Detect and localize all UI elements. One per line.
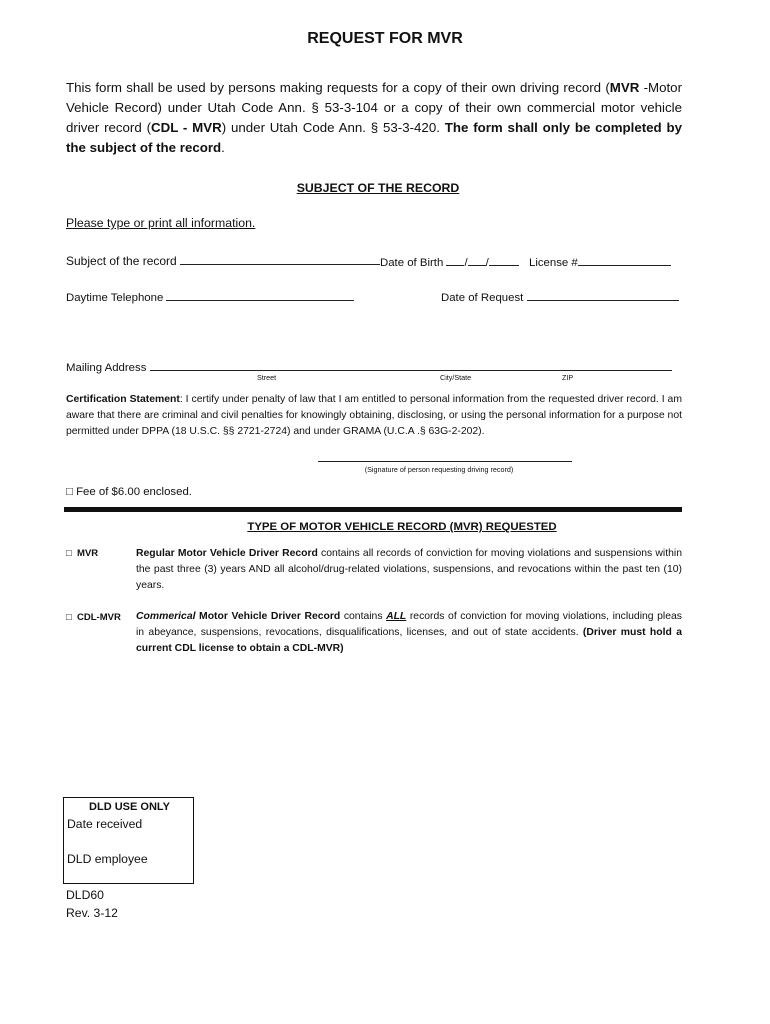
certification-statement	[66, 392, 682, 440]
intro-cdl-bold: CDL - MVR	[151, 120, 222, 135]
intro-paragraph	[66, 78, 682, 158]
dob-month-field[interactable]	[446, 254, 464, 266]
intro-mvr-bold: MVR	[609, 80, 640, 95]
fee-text: Fee of $6.00 enclosed.	[76, 486, 192, 498]
cdl-description	[136, 609, 682, 657]
subject-row	[66, 253, 380, 268]
section-divider	[64, 507, 682, 512]
license-row	[529, 254, 671, 269]
subject-field[interactable]	[180, 253, 380, 265]
intro-period: .	[221, 140, 225, 155]
cdl-all: ALL	[386, 611, 407, 622]
cdl-bold: Motor Vehicle Driver Record	[195, 611, 341, 622]
certification-label: Certification Statement	[66, 394, 180, 405]
dld-employee-label: DLD employee	[67, 852, 148, 866]
cdl-label: CDL-MVR	[77, 612, 121, 623]
certification-text: : I certify under penalty of law that I am entitled to personal information from the requested driver record. I am aware that there are criminal and civil penalties for knowingly obtaining, disclosing, or using the personal information for a purpose not permitted under DPPA (18 U.S.C. §§ 2721-2724) and under GRAMA (U.C.A .§ 63G-2-202).	[66, 394, 682, 437]
request-date-row	[441, 289, 679, 304]
address-label: Mailing Address	[66, 362, 147, 374]
mvr-option[interactable]	[66, 548, 98, 559]
mvr-label: MVR	[77, 548, 99, 559]
subject-label: Subject of the record	[66, 254, 177, 268]
cdl-text: records of conviction for moving violations, including pleas in abeyance, suspensions, revocations, disqualifications, licenses, and out of state accidents.	[136, 611, 682, 638]
phone-label: Daytime Telephone	[66, 292, 164, 304]
city-state-caption: City/State	[440, 373, 472, 382]
intro-text-1: This form shall be used by persons making requests for a copy of their own driving record (	[66, 80, 610, 95]
signature-caption: (Signature of person requesting driving record)	[364, 465, 514, 474]
intro-bold-end: The form shall only be completed by the subject of the record	[66, 120, 683, 155]
mvr-description	[136, 546, 682, 594]
zip-caption: ZIP	[562, 373, 574, 382]
street-caption: Street	[257, 373, 277, 382]
request-date-field[interactable]	[527, 289, 679, 301]
cdl-contains: contains	[340, 611, 387, 622]
intro-text-3: ) under Utah Code Ann. § 53-3-420.	[221, 120, 445, 135]
phone-field[interactable]	[166, 289, 354, 301]
section-heading-mvr-type: TYPE OF MOTOR VEHICLE RECORD (MVR) REQUESTED	[247, 521, 557, 533]
intro-text-2: -Motor Vehicle Record) under Utah Code Ann. § 53-3-104 or a copy of their own commercial motor vehicle driver record (	[66, 80, 682, 135]
dob-year-field[interactable]	[489, 254, 519, 266]
address-row	[66, 359, 672, 374]
dob-label: Date of Birth	[380, 257, 444, 269]
cdl-bold-end: (Driver must hold a current CDL license to obtain a CDL-MVR)	[136, 627, 682, 654]
page-title: REQUEST FOR MVR	[307, 30, 463, 47]
section-heading-subject: SUBJECT OF THE RECORD	[296, 181, 460, 195]
signature-line[interactable]	[318, 461, 572, 462]
mvr-bold: Regular Motor Vehicle Driver Record	[136, 548, 318, 559]
cdl-option[interactable]	[66, 612, 121, 623]
dld-use-only-box	[63, 797, 194, 884]
instructions: Please type or print all information.	[66, 216, 256, 230]
mvr-text: contains all records of conviction for moving violations and suspensions within the past three (3) years AND all alcohol/drug-related violations, suspensions, and revocations within the past ten (10) years.	[136, 548, 682, 591]
form-revision: Rev. 3-12	[66, 906, 118, 920]
request-date-label: Date of Request	[441, 292, 524, 304]
address-field[interactable]	[150, 359, 672, 371]
fee-checkbox[interactable]: □	[66, 486, 73, 498]
dob-slash-1: /	[464, 257, 468, 269]
form-number: DLD60	[66, 888, 104, 902]
dob-slash-2: /	[485, 257, 489, 269]
fee-row	[66, 486, 192, 498]
license-label: License #	[529, 257, 578, 269]
dob-row	[380, 254, 519, 269]
date-received-label: Date received	[67, 817, 143, 831]
dld-box-title: DLD USE ONLY	[89, 801, 170, 813]
cdl-checkbox[interactable]: □	[66, 612, 72, 623]
cdl-italic: Commerical	[136, 611, 196, 622]
license-field[interactable]	[578, 254, 671, 266]
phone-row	[66, 289, 354, 304]
dob-day-field[interactable]	[468, 254, 486, 266]
mvr-checkbox[interactable]: □	[66, 548, 72, 559]
